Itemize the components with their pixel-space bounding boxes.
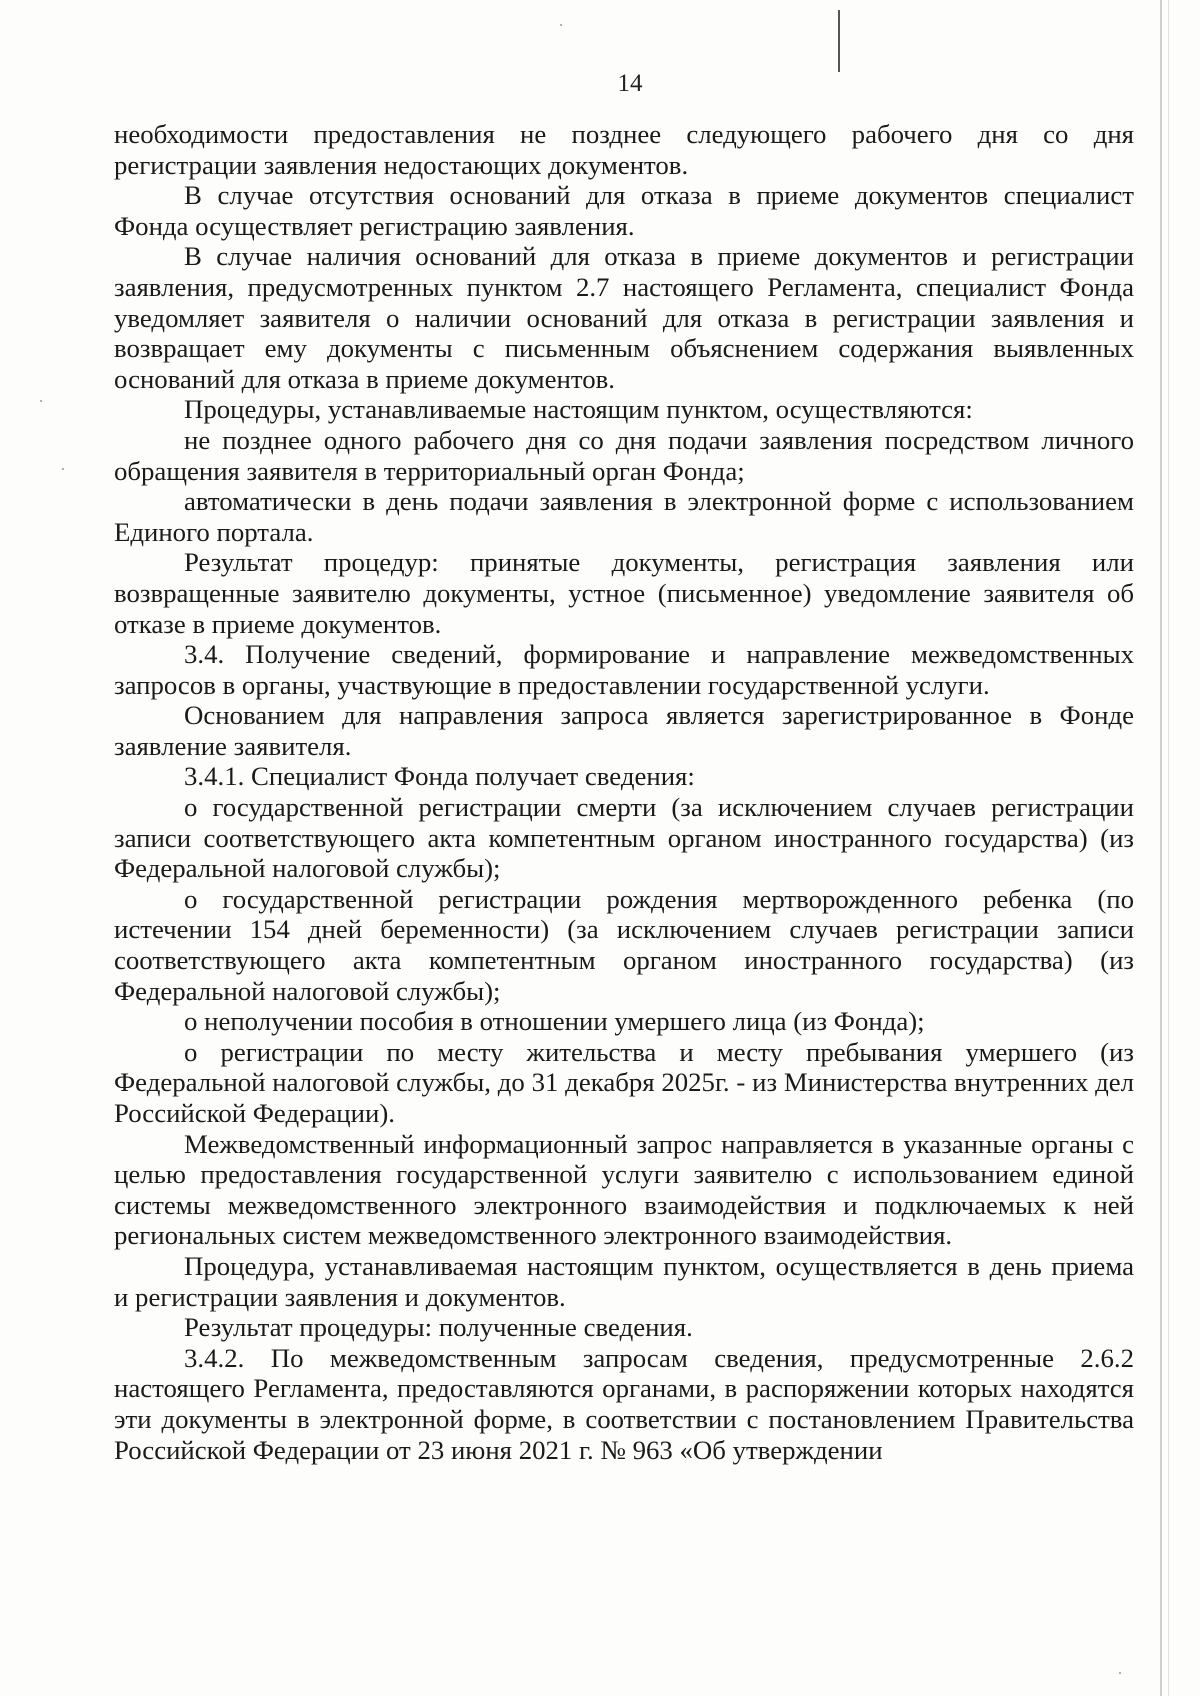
paragraph: В случае отсутствия оснований для отказа в приеме документов специалист Фонда осуществляет регистрацию заявления. xyxy=(114,180,1134,241)
list-item: о государственной регистрации рождения мертворожденного ребенка (по истечении 154 дней беременности) (за исключением случаев регистрации записи соответствующего акта компетентным органом иностранного государства) (из Федеральной налоговой службы); xyxy=(114,883,1134,1006)
paragraph: Результат процедуры: полученные сведения. xyxy=(184,1312,693,1343)
document-body xyxy=(114,119,1134,1465)
scan-artifact-dot xyxy=(1119,1672,1121,1674)
paragraph: Процедуры, устанавливаемые настоящим пунктом, осуществляются: xyxy=(184,394,973,425)
paragraph: автоматически в день подачи заявления в электронной форме с использованием Единого портала. xyxy=(114,486,1134,547)
paragraph: необходимости предоставления не позднее следующего рабочего дня со дня регистрации заявления недостающих документов. xyxy=(114,119,1134,180)
scan-artifact-dot xyxy=(560,24,562,26)
subsection-3-4-1: 3.4.1. Специалист Фонда получает сведения: xyxy=(184,761,695,792)
list-item: о неполучении пособия в отношении умершего лица (из Фонда); xyxy=(184,1006,925,1037)
subsection-3-4-2: 3.4.2. По межведомственным запросам сведения, предусмотренные 2.6.2 настоящего Регламента, предоставляются органами, в распоряжении которых находятся эти документы в электронной форме, в соответствии с постановлением Правительства Российской Федерации от 23 июня 2021 г. № 963 «Об утверждении xyxy=(114,1342,1134,1465)
paragraph: В случае наличия оснований для отказа в приеме документов и регистрации заявления, предусмотренных пунктом 2.7 настоящего Регламента, специалист Фонда уведомляет заявителя о наличии оснований для отказа в регистрации заявления и возвращает ему документы с письменным объяснением содержания выявленных оснований для отказа в приеме документов. xyxy=(114,241,1134,394)
scan-artifact-dot xyxy=(40,400,42,402)
scan-artifact-dot xyxy=(62,468,64,470)
list-item: о государственной регистрации смерти (за исключением случаев регистрации записи соответствующего акта компетентным органом иностранного государства) (из Федеральной налоговой службы); xyxy=(114,792,1134,884)
paragraph: Процедура, устанавливаемая настоящим пунктом, осуществляется в день приема и регистрации заявления и документов. xyxy=(114,1250,1134,1312)
scan-artifact-line xyxy=(838,10,840,72)
paragraph: Межведомственный информационный запрос направляется в указанные органы с целью предоставления государственной услуги заявителю с использованием единой системы межведомственного электронного взаимодействия и подключаемых к ней региональных систем межведомственного электронного взаимодействия. xyxy=(114,1128,1134,1251)
scan-artifact-line xyxy=(1168,0,1169,1696)
paragraph: Основанием для направления запроса является зарегистрированное в Фонде заявление заявителя. xyxy=(114,700,1134,761)
list-item: о регистрации по месту жительства и месту пребывания умершего (из Федеральной налоговой службы, до 31 декабря 2025г. - из Министерства внутренних дел Российской Федерации). xyxy=(114,1036,1134,1128)
section-heading-3-4: 3.4. Получение сведений, формирование и направление межведомственных запросов в органы, участвующие в предоставлении государственной услуги. xyxy=(114,639,1134,700)
paragraph: не позднее одного рабочего дня со дня подачи заявления посредством личного обращения заявителя в территориальный орган Фонда; xyxy=(114,424,1134,486)
page-number: 14 xyxy=(617,70,643,97)
scan-artifact-line xyxy=(1160,0,1162,1696)
paragraph: Результат процедур: принятые документы, регистрация заявления или возвращенные заявителю документы, устное (письменное) уведомление заявителя об отказе в приеме документов. xyxy=(114,547,1134,639)
